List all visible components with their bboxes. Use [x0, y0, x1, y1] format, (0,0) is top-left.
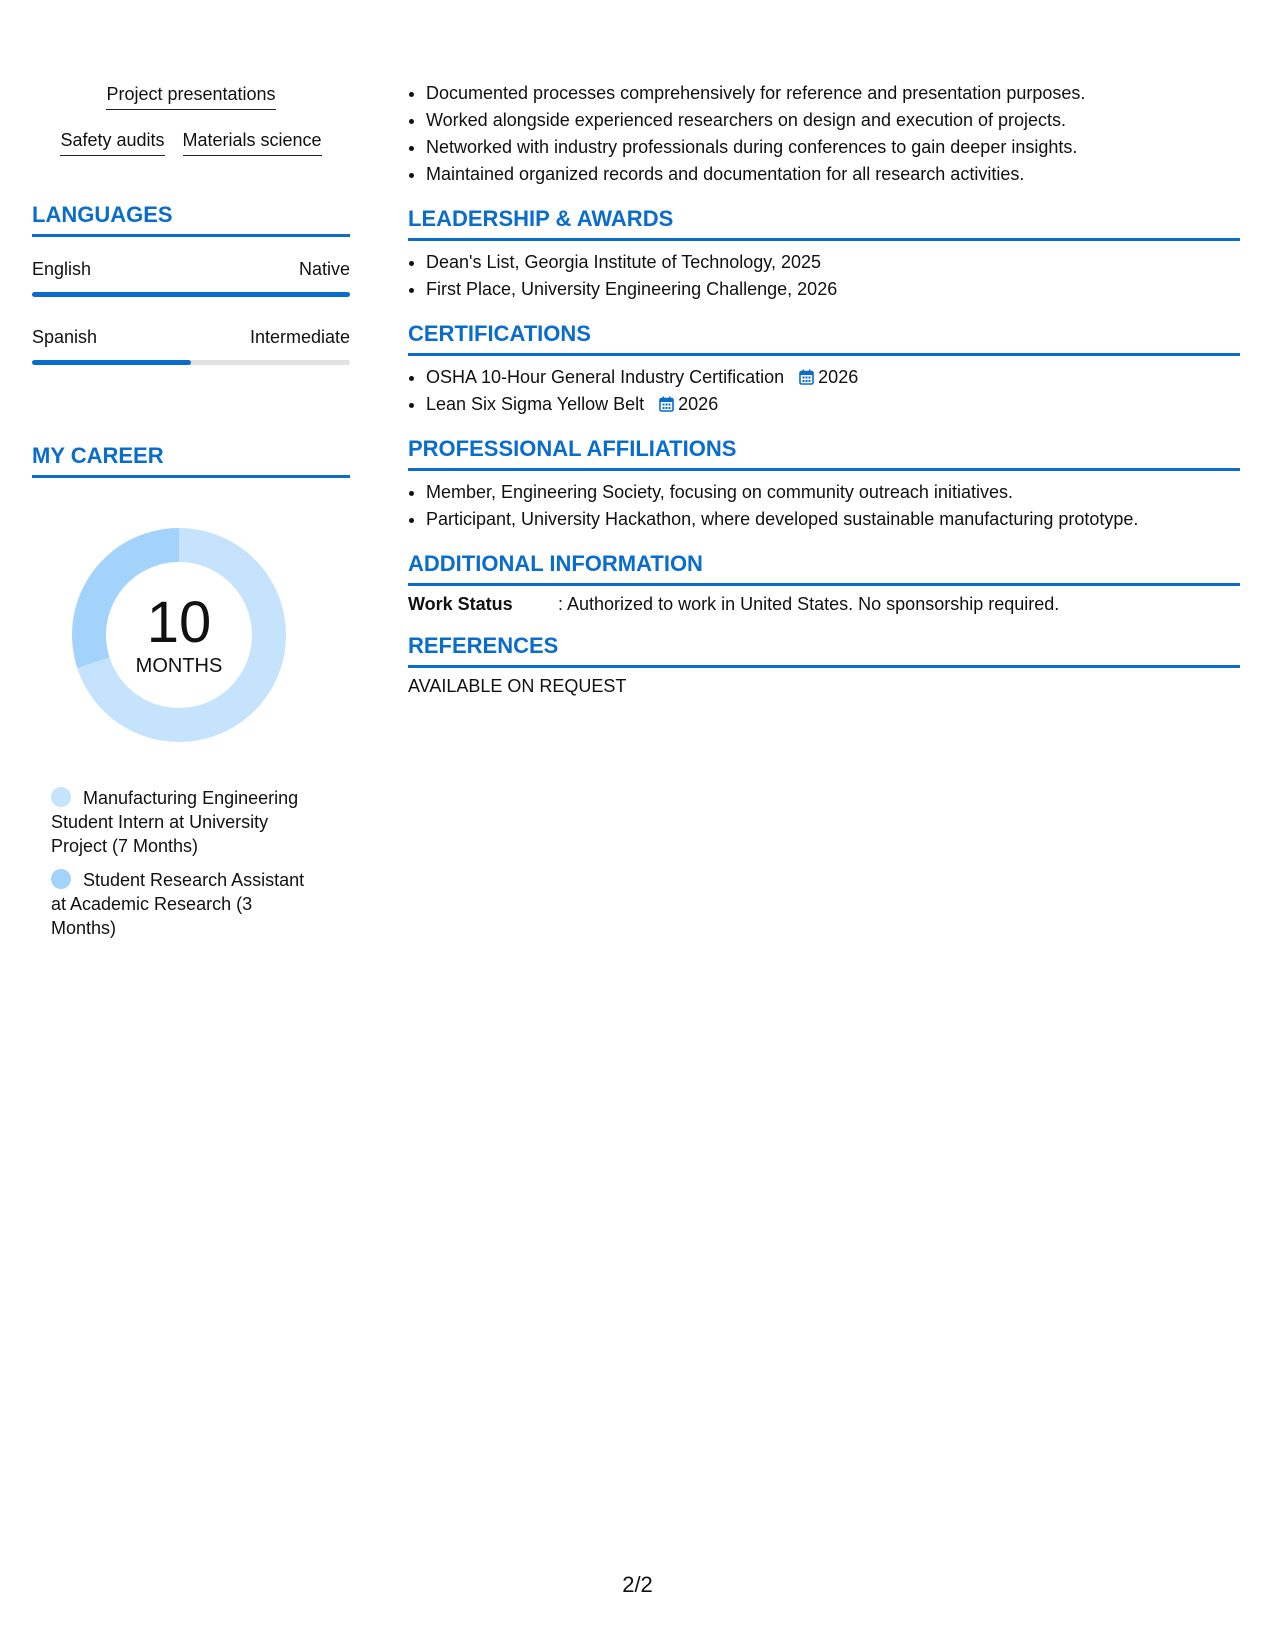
certification-item [426, 364, 1240, 391]
career-title: MY CAREER [32, 443, 350, 478]
skill-tag: Project presentations [106, 84, 275, 110]
certifications-section [408, 321, 1240, 418]
career-legend [51, 786, 321, 940]
references-title: REFERENCES [408, 633, 1240, 668]
career-donut-chart [66, 522, 292, 748]
certification-name: OSHA 10-Hour General Industry Certification [426, 367, 785, 387]
references-text: AVAILABLE ON REQUEST [408, 676, 627, 696]
legend-swatch-0 [51, 787, 71, 807]
additional-info-title: ADDITIONAL INFORMATION [408, 551, 1240, 586]
skill-tag: Safety audits [60, 130, 164, 156]
legend-swatch-1 [51, 869, 71, 889]
legend-item [51, 786, 321, 858]
list-item: • Worked alongside experienced researchers on design and execution of projects. [426, 107, 1240, 134]
list-item: • Member, Engineering Society, focusing on community outreach initiatives. [426, 479, 1240, 506]
list-item: • Documented processes comprehensively for reference and presentation purposes. [426, 80, 1240, 107]
list-item: • Participant, University Hackathon, where developed sustainable manufacturing prototype. [426, 506, 1240, 533]
experience-bullets [408, 80, 1240, 188]
legend-label: Manufacturing Engineering Student Intern at University Project (7 Months) [51, 788, 299, 856]
language-level: Native [298, 259, 350, 279]
language-name: Spanish [32, 327, 98, 347]
leadership-title: LEADERSHIP & AWARDS [408, 206, 1240, 241]
language-name: English [32, 259, 92, 279]
certification-item [426, 391, 1240, 418]
legend-label: Student Research Assistant at Academic Research (3 Months) [51, 870, 305, 938]
career-total-unit: MONTHS [135, 654, 223, 677]
list-item: • First Place, University Engineering Challenge, 2026 [426, 276, 1240, 303]
calendar-icon [799, 369, 814, 385]
language-level-bar [32, 360, 350, 365]
legend-item [51, 868, 321, 940]
skills-row-2 [32, 130, 350, 156]
additional-info-section [408, 551, 1240, 615]
calendar-icon [659, 396, 674, 412]
affiliations-section [408, 436, 1240, 533]
work-status-label: Work Status [408, 594, 513, 614]
certification-year: 2026 [818, 367, 859, 387]
skill-tag: Materials science [183, 130, 322, 156]
certifications-title: CERTIFICATIONS [408, 321, 1240, 356]
list-item: • Dean's List, Georgia Institute of Technology, 2025 [426, 249, 1240, 276]
language-item [32, 259, 350, 297]
page-number: 2/2 [622, 1572, 653, 1597]
language-level-fill [32, 360, 191, 365]
language-item [32, 327, 350, 365]
language-level-bar [32, 292, 350, 297]
certification-year: 2026 [678, 394, 719, 414]
right-column [408, 80, 1240, 697]
certification-name: Lean Six Sigma Yellow Belt [426, 394, 645, 414]
career-total-number: 10 [146, 589, 212, 655]
career-section [32, 443, 350, 940]
list-item: • Maintained organized records and documentation for all research activities. [426, 161, 1240, 188]
affiliations-title: PROFESSIONAL AFFILIATIONS [408, 436, 1240, 471]
languages-title: LANGUAGES [32, 202, 350, 237]
work-status-value: : Authorized to work in United States. No sponsorship required. [558, 594, 1060, 614]
left-column [32, 84, 350, 950]
language-level-fill [32, 292, 350, 297]
references-section [408, 633, 1240, 697]
skills-row-1 [32, 84, 350, 110]
list-item: • Networked with industry professionals during conferences to gain deeper insights. [426, 134, 1240, 161]
languages-section [32, 202, 350, 365]
leadership-section [408, 206, 1240, 303]
language-level: Intermediate [249, 327, 350, 347]
work-status-row [408, 594, 1240, 615]
